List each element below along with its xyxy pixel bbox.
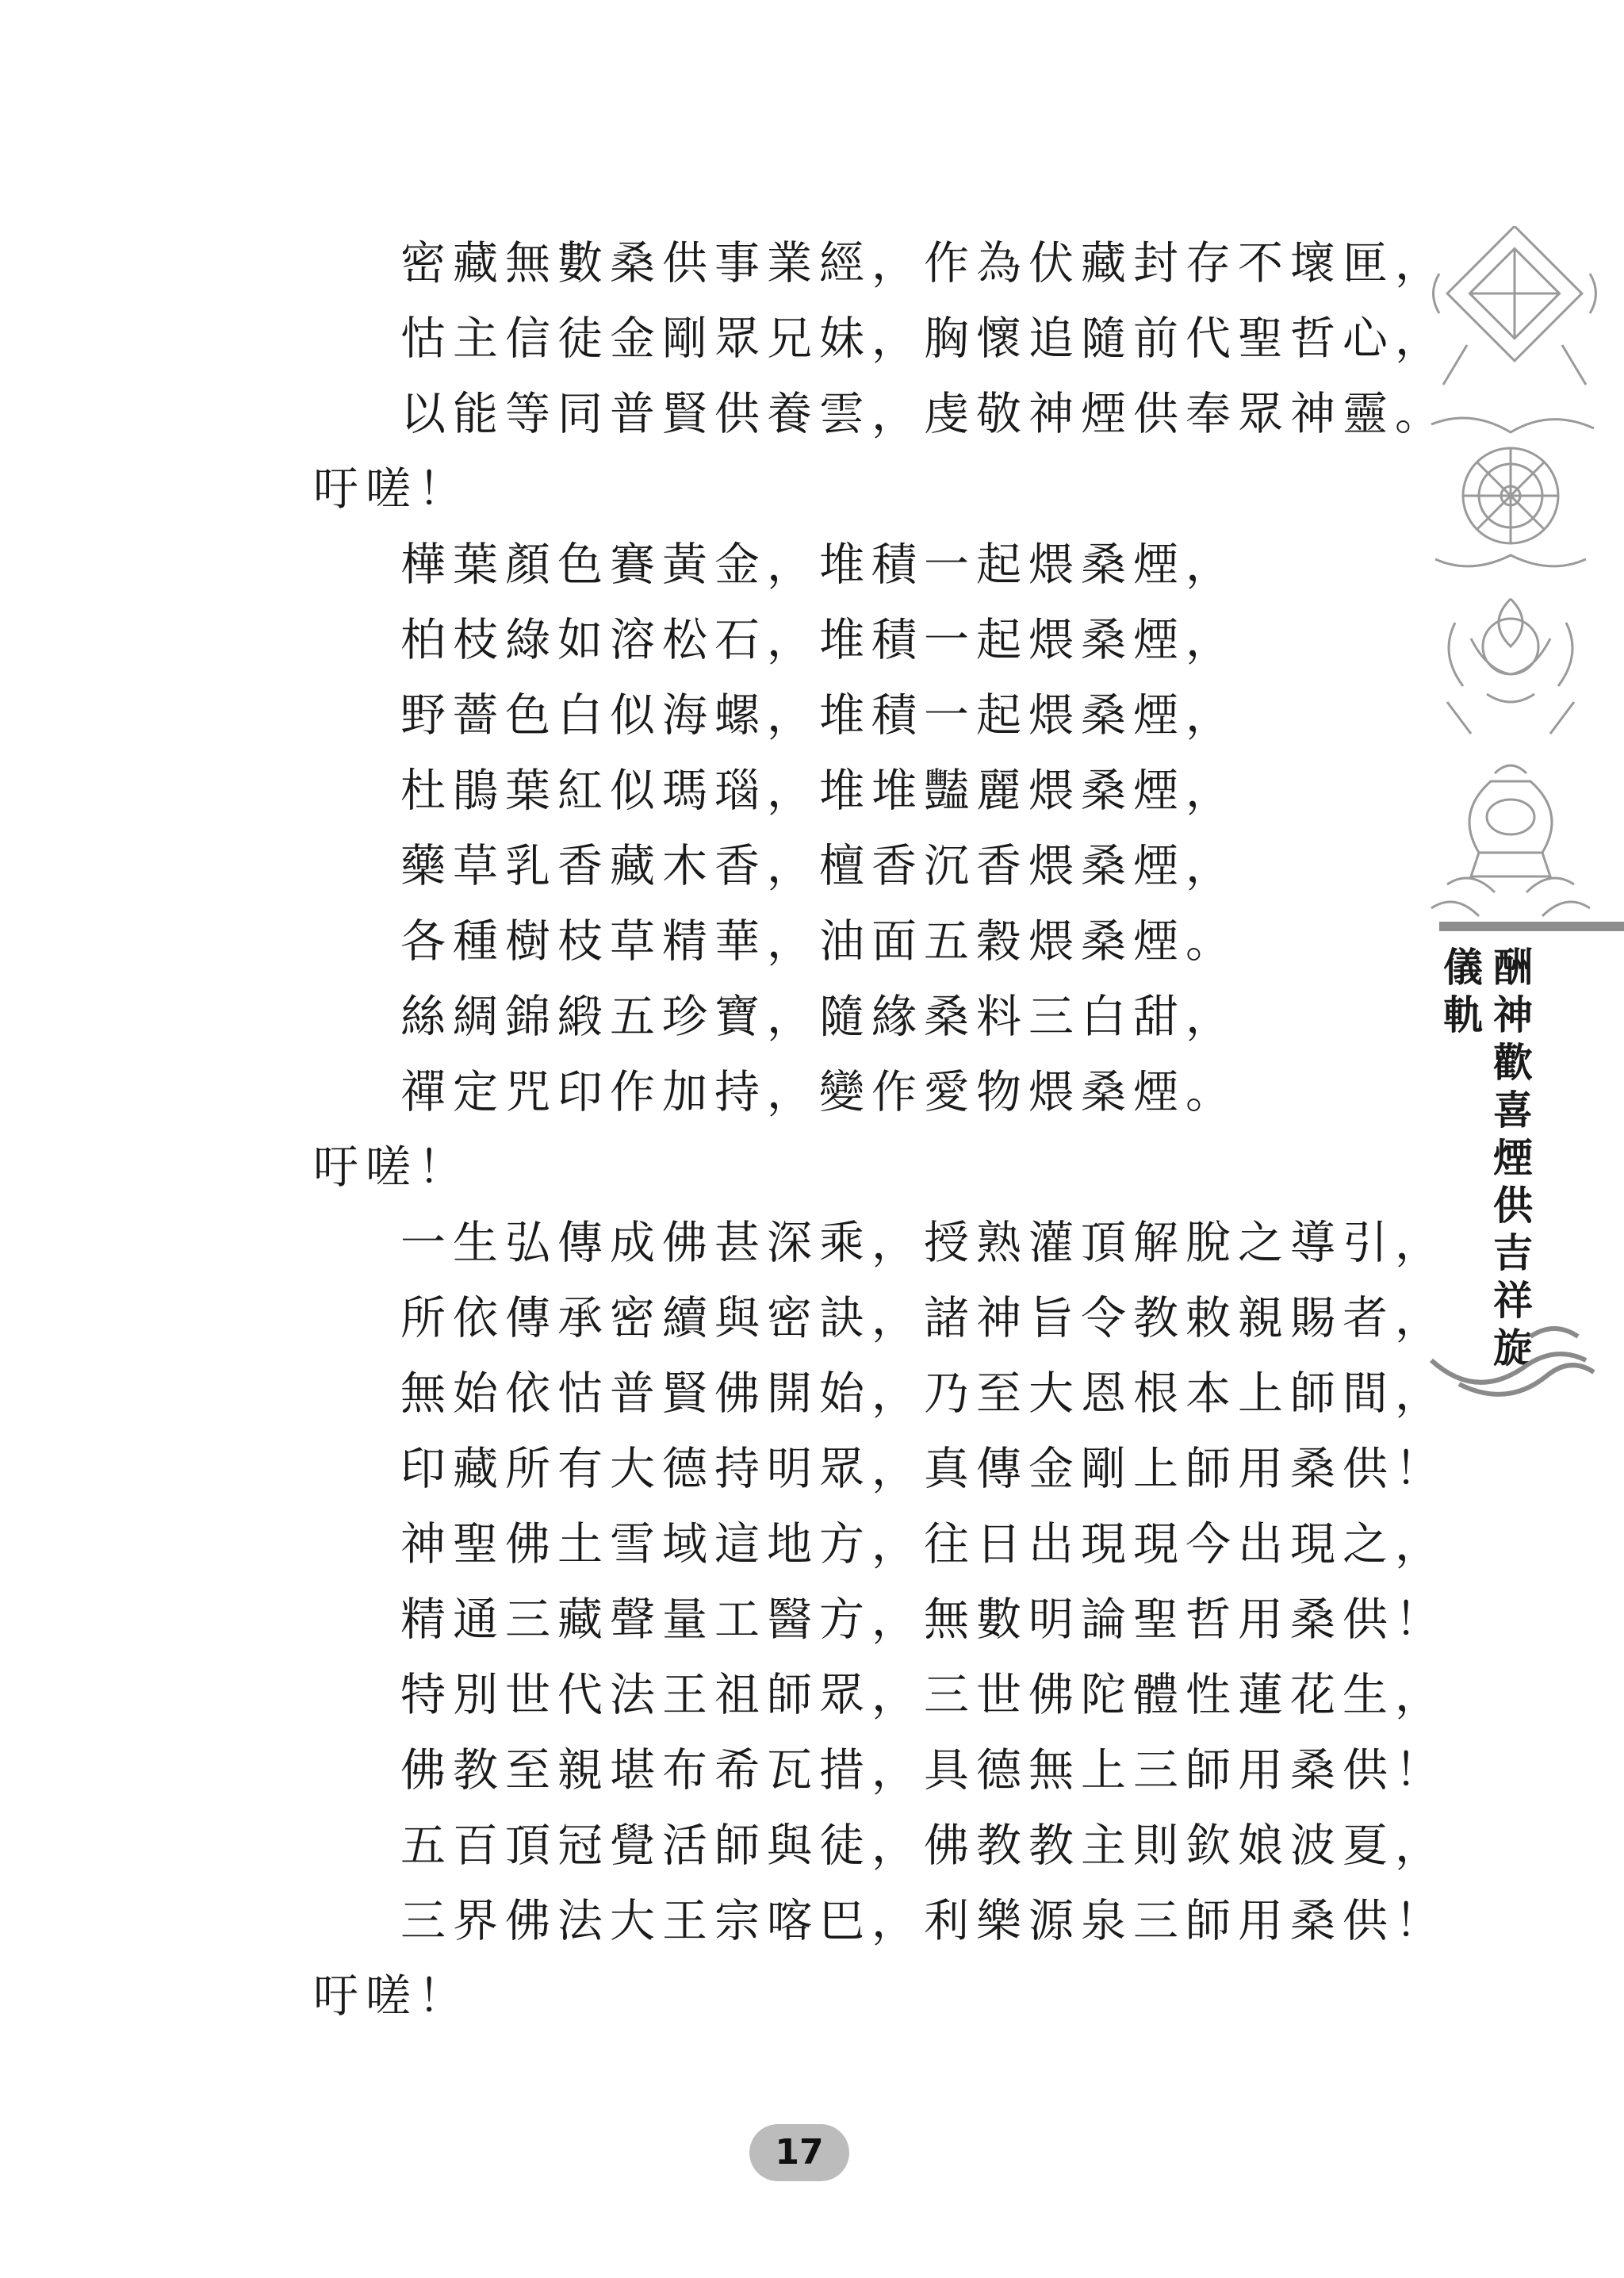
side-title-char: 祥 [1493,1277,1533,1324]
side-title-char: 酬 [1493,944,1533,991]
side-title-char: 供 [1493,1182,1533,1229]
endless-knot-icon [1434,226,1596,385]
side-title-char: 儀 [1443,944,1483,991]
side-title-char: 歡 [1493,1039,1533,1086]
verse-line: 無始依怙普賢佛開始，乃至大恩根本上師間， [400,1367,1447,1420]
auspicious-symbols-ornament [1423,226,1606,924]
side-title-column-1 [1439,944,1487,1039]
verse-line: 所依傳承密續與密訣，諸神旨令教敕親賜者， [400,1292,1447,1344]
verse-text [313,226,1447,2034]
verse-line: 藥草乳香藏木香，檀香沉香煨桑煙， [400,840,1238,892]
side-title-char: 吉 [1493,1229,1533,1276]
verse-line: 絲綢錦緞五珍寶，隨緣桑料三白甜， [400,991,1238,1043]
verse-line: 印藏所有大德持明眾，真傳金剛上師用桑供！ [400,1443,1447,1495]
side-title-char: 喜 [1493,1087,1533,1133]
invocation-line: 吁嗟！ [313,1970,470,2023]
verse-line: 一生弘傳成佛甚深乘，授熟灌頂解脫之導引， [400,1217,1447,1269]
verse-line: 五百頂冠覺活師與徒，佛教教主則欽娘波夏， [400,1820,1447,1872]
side-title-char: 旋 [1493,1325,1533,1371]
verse-line: 柏枝綠如溶松石，堆積一起煨桑煙， [400,614,1238,666]
page-number: 17 [749,2124,849,2181]
dharma-wheel-icon [1431,418,1594,566]
verse-line: 杜鵑葉紅似瑪瑙，堆堆豔麗煨桑煙， [400,765,1238,817]
verse-line: 神聖佛土雪域這地方，往日出現現今出現之， [400,1518,1447,1570]
verse-line: 以能等同普賢供養雲，虔敬神煙供奉眾神靈。 [400,388,1447,440]
verse-line: 禪定咒印作加持，變作愛物煨桑煙。 [400,1066,1238,1118]
verse-line: 精通三藏聲量工醫方，無數明論聖哲用桑供！ [400,1593,1447,1646]
verse-line: 怙主信徒金剛眾兄妹，胸懷追隨前代聖哲心， [400,313,1447,365]
wave-ornament-icon [1427,1313,1598,1408]
side-title-char: 神 [1493,991,1533,1038]
invocation-line: 吁嗟！ [313,463,470,516]
verse-line: 野薔色白似海螺，堆積一起煨桑煙， [400,689,1238,742]
verse-line: 密藏無數桑供事業經，作為伏藏封存不壞匣， [400,237,1447,290]
verse-line: 三界佛法大王宗喀巴，利樂源泉三師用桑供！ [400,1895,1447,1947]
verse-line: 樺葉顏色賽黃金，堆積一起煨桑煙， [400,539,1238,591]
verse-line: 特別世代法王祖師眾，三世佛陀體性蓮花生， [400,1669,1447,1721]
side-title-column-2 [1489,944,1537,1372]
lotus-flower-icon [1447,599,1574,734]
treasure-vase-icon [1431,765,1590,916]
invocation-line: 吁嗟！ [313,1141,470,1194]
side-divider [1439,922,1624,931]
side-title-char: 軌 [1443,991,1483,1038]
side-title-char: 煙 [1493,1134,1533,1181]
verse-line: 各種樹枝草精華，油面五穀煨桑煙。 [400,915,1238,968]
verse-line: 佛教至親堪布希瓦措，具德無上三師用桑供！ [400,1744,1447,1797]
